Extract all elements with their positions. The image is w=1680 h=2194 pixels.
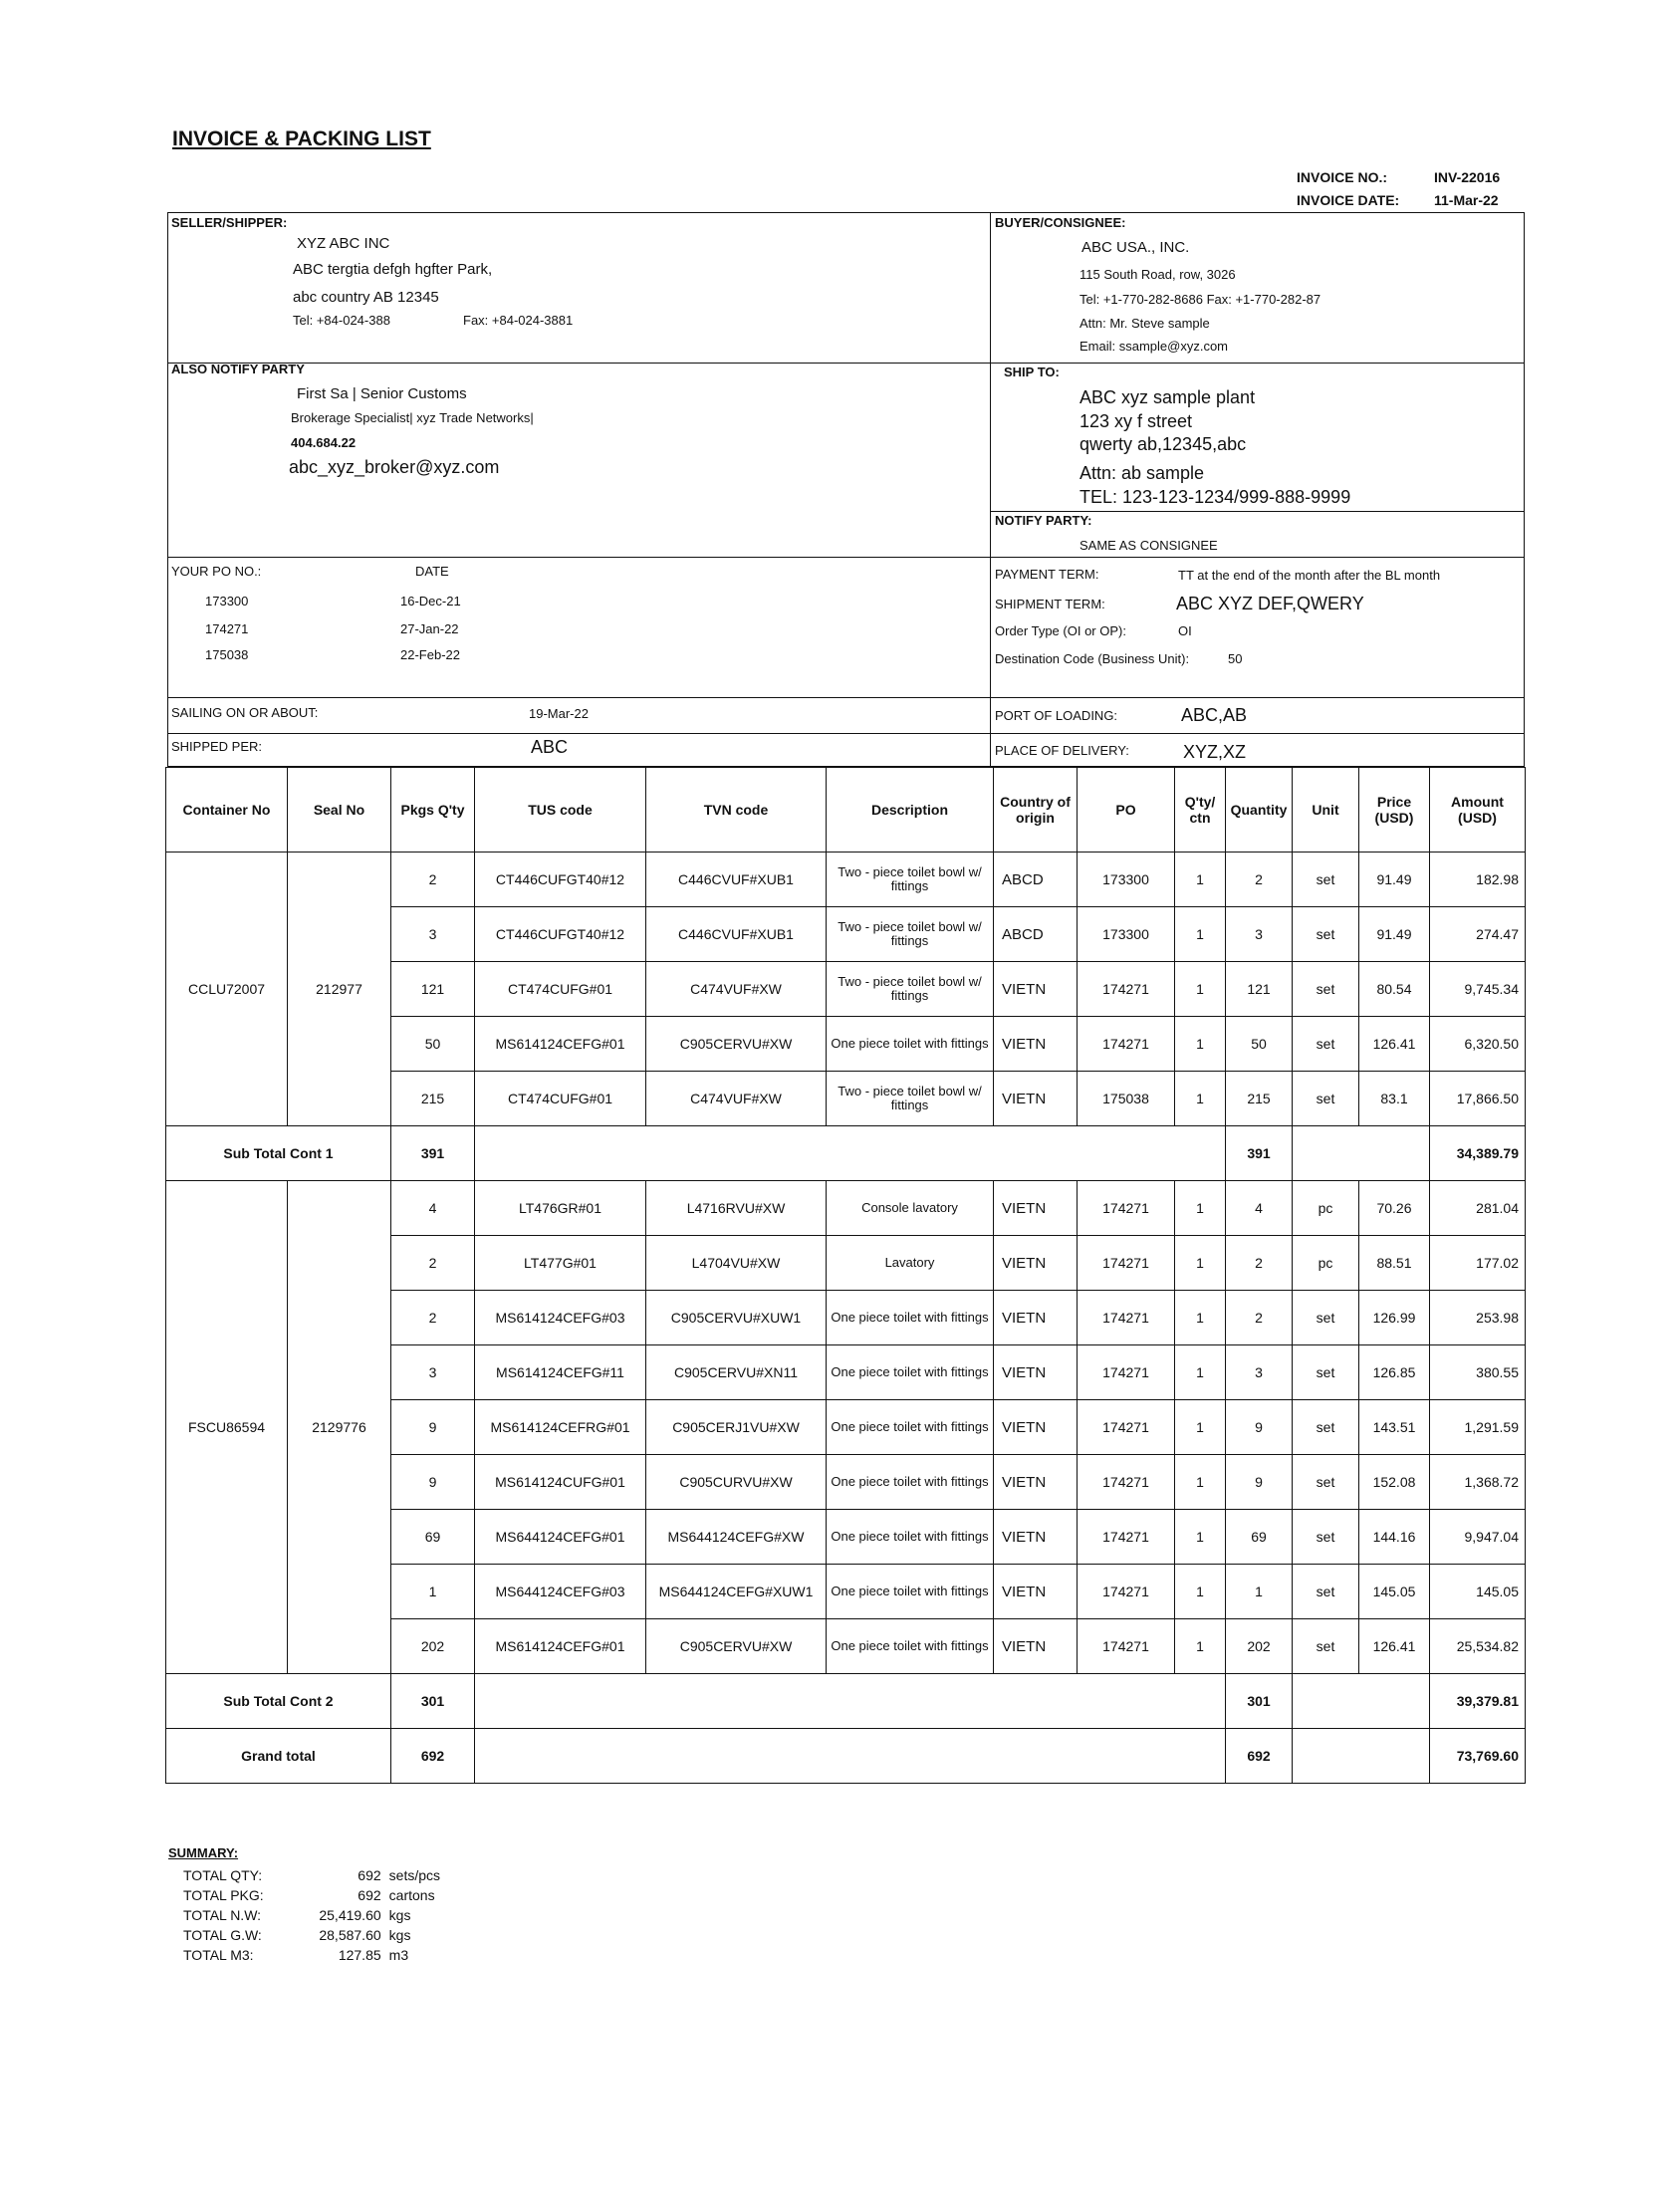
amount-cell: 177.02 xyxy=(1430,1236,1526,1291)
quantity-cell: 1 xyxy=(1226,1565,1293,1619)
notify-line-2: Brokerage Specialist| xyz Trade Networks| xyxy=(291,410,534,425)
amount-cell: 9,745.34 xyxy=(1430,962,1526,1017)
qty-ctn-cell: 1 xyxy=(1175,853,1226,907)
seller-label: SELLER/SHIPPER: xyxy=(171,215,288,230)
unit-cell: set xyxy=(1293,1345,1359,1400)
grand-total-blank xyxy=(475,1729,1226,1784)
notify-party-label: NOTIFY PARTY: xyxy=(995,513,1092,528)
summary-unit-cell: m3 xyxy=(388,1947,409,1963)
price-cell: 126.41 xyxy=(1359,1017,1430,1072)
buyer-attn: Attn: Mr. Steve sample xyxy=(1080,316,1210,331)
origin-cell: ABCD xyxy=(994,907,1078,962)
summary-table xyxy=(179,1865,444,1965)
pkgs-cell: 2 xyxy=(391,1291,475,1345)
price-cell: 88.51 xyxy=(1359,1236,1430,1291)
price-cell: 91.49 xyxy=(1359,907,1430,962)
origin-cell: VIETN xyxy=(994,1017,1078,1072)
tvn-code-cell: C905CERVU#XW xyxy=(646,1017,827,1072)
summary-label-cell: TOTAL N.W: xyxy=(183,1907,262,1923)
tus-code-cell: MS614124CEFG#11 xyxy=(475,1345,646,1400)
qty-ctn-cell: 1 xyxy=(1175,1072,1226,1126)
seller-tel: Tel: +84-024-388 xyxy=(293,313,390,328)
unit-cell: pc xyxy=(1293,1181,1359,1236)
po-no: 175038 xyxy=(205,647,249,662)
subtotal-blank xyxy=(475,1126,1226,1181)
notify-email: abc_xyz_broker@xyz.com xyxy=(289,457,500,477)
tvn-code-cell: C474VUF#XW xyxy=(646,1072,827,1126)
summary-label-cell: TOTAL G.W: xyxy=(183,1927,262,1943)
ship-to-line-1: ABC xyz sample plant xyxy=(1080,387,1256,407)
place-delivery: XYZ,XZ xyxy=(1183,742,1247,762)
description-cell: Lavatory xyxy=(827,1236,994,1291)
notify-party-value: SAME AS CONSIGNEE xyxy=(1080,538,1218,553)
col-seal-no: Seal No xyxy=(288,768,391,853)
shipment-term-label: SHIPMENT TERM: xyxy=(995,597,1105,611)
tvn-code-cell: L4716RVU#XW xyxy=(646,1181,827,1236)
seller-address-2: abc country AB 12345 xyxy=(293,289,439,306)
pkgs-cell: 202 xyxy=(391,1619,475,1674)
po-no: 173300 xyxy=(205,594,249,609)
items-body xyxy=(166,853,1526,1784)
subtotal-amount: 34,389.79 xyxy=(1430,1126,1526,1181)
amount-cell: 17,866.50 xyxy=(1430,1072,1526,1126)
description-cell: One piece toilet with fittings xyxy=(827,1345,994,1400)
col-quantity: Quantity xyxy=(1226,768,1293,853)
summary-unit-cell: kgs xyxy=(388,1907,411,1923)
unit-cell: set xyxy=(1293,1455,1359,1510)
po-cell: 174271 xyxy=(1078,1236,1175,1291)
origin-cell: VIETN xyxy=(994,962,1078,1017)
notify-label: ALSO NOTIFY PARTY xyxy=(171,362,305,376)
origin-cell: VIETN xyxy=(994,1072,1078,1126)
po-cell: 174271 xyxy=(1078,1455,1175,1510)
po-no: 174271 xyxy=(205,621,249,636)
pkgs-cell: 215 xyxy=(391,1072,475,1126)
po-cell: 175038 xyxy=(1078,1072,1175,1126)
pkgs-cell: 4 xyxy=(391,1181,475,1236)
pkgs-cell: 3 xyxy=(391,1345,475,1400)
invoice-no: INV-22016 xyxy=(1434,169,1501,185)
origin-cell: VIETN xyxy=(994,1455,1078,1510)
tvn-code-cell: C905CERVU#XN11 xyxy=(646,1345,827,1400)
container-no-cell: FSCU86594 xyxy=(166,1181,288,1674)
qty-ctn-cell: 1 xyxy=(1175,1565,1226,1619)
po-cell: 174271 xyxy=(1078,1345,1175,1400)
qty-ctn-cell: 1 xyxy=(1175,962,1226,1017)
tvn-code-cell: C905CERJ1VU#XW xyxy=(646,1400,827,1455)
ship-to-label: SHIP TO: xyxy=(1004,365,1060,379)
summary-row xyxy=(179,1905,444,1925)
tus-code-cell: CT474CUFG#01 xyxy=(475,962,646,1017)
price-cell: 126.85 xyxy=(1359,1345,1430,1400)
buyer-tel-fax: Tel: +1-770-282-8686 Fax: +1-770-282-87 xyxy=(1080,292,1321,307)
grand-total-label: Grand total xyxy=(166,1729,391,1784)
subtotal-amount: 39,379.81 xyxy=(1430,1674,1526,1729)
subtotal-row xyxy=(166,1126,1526,1181)
origin-cell: VIETN xyxy=(994,1565,1078,1619)
col-tus-code: TUS code xyxy=(475,768,646,853)
qty-ctn-cell: 1 xyxy=(1175,907,1226,962)
pkgs-cell: 2 xyxy=(391,853,475,907)
subtotal-blank xyxy=(1293,1674,1430,1729)
unit-cell: pc xyxy=(1293,1236,1359,1291)
qty-ctn-cell: 1 xyxy=(1175,1181,1226,1236)
origin-cell: VIETN xyxy=(994,1181,1078,1236)
quantity-cell: 3 xyxy=(1226,907,1293,962)
port-loading: ABC,AB xyxy=(1181,705,1248,725)
amount-cell: 6,320.50 xyxy=(1430,1017,1526,1072)
qty-ctn-cell: 1 xyxy=(1175,1455,1226,1510)
subtotal-pkgs: 391 xyxy=(391,1126,475,1181)
tus-code-cell: CT446CUFGT40#12 xyxy=(475,853,646,907)
po-date: 27-Jan-22 xyxy=(400,621,459,636)
buyer-email: Email: ssample@xyz.com xyxy=(1080,339,1229,354)
seller-address-1: ABC tergtia defgh hgfter Park, xyxy=(293,261,493,278)
amount-cell: 1,368.72 xyxy=(1430,1455,1526,1510)
unit-cell: set xyxy=(1293,1400,1359,1455)
origin-cell: VIETN xyxy=(994,1236,1078,1291)
amount-cell: 253.98 xyxy=(1430,1291,1526,1345)
quantity-cell: 9 xyxy=(1226,1455,1293,1510)
order-type: OI xyxy=(1178,623,1192,638)
qty-ctn-cell: 1 xyxy=(1175,1400,1226,1455)
col-pkgs: Pkgs Q'ty xyxy=(391,768,475,853)
unit-cell: set xyxy=(1293,853,1359,907)
quantity-cell: 2 xyxy=(1226,1291,1293,1345)
qty-ctn-cell: 1 xyxy=(1175,1291,1226,1345)
amount-cell: 274.47 xyxy=(1430,907,1526,962)
ship-to-line-2: 123 xy f street xyxy=(1080,411,1193,431)
container-no-cell: CCLU72007 xyxy=(166,853,288,1126)
col-price: Price (USD) xyxy=(1359,768,1430,853)
shipment-term: ABC XYZ DEF,QWERY xyxy=(1176,594,1364,613)
items-table xyxy=(165,767,1526,1784)
quantity-cell: 2 xyxy=(1226,853,1293,907)
amount-cell: 182.98 xyxy=(1430,853,1526,907)
price-cell: 126.99 xyxy=(1359,1291,1430,1345)
subtotal-label: Sub Total Cont 1 xyxy=(166,1126,391,1181)
col-unit: Unit xyxy=(1293,768,1359,853)
tvn-code-cell: C474VUF#XW xyxy=(646,962,827,1017)
qty-ctn-cell: 1 xyxy=(1175,1345,1226,1400)
pkgs-cell: 50 xyxy=(391,1017,475,1072)
summary-value-cell: 25,419.60 xyxy=(319,1907,381,1923)
origin-cell: ABCD xyxy=(994,853,1078,907)
tus-code-cell: MS614124CEFG#03 xyxy=(475,1291,646,1345)
subtotal-qty: 391 xyxy=(1226,1126,1293,1181)
po-cell: 173300 xyxy=(1078,907,1175,962)
tvn-code-cell: C905CERVU#XW xyxy=(646,1619,827,1674)
order-type-label: Order Type (OI or OP): xyxy=(995,623,1126,638)
table-row xyxy=(166,853,1526,907)
unit-cell: set xyxy=(1293,1619,1359,1674)
summary-row xyxy=(179,1945,444,1965)
invoice-date-label: INVOICE DATE: xyxy=(1297,192,1400,208)
pkgs-cell: 2 xyxy=(391,1236,475,1291)
description-cell: One piece toilet with fittings xyxy=(827,1017,994,1072)
origin-cell: VIETN xyxy=(994,1510,1078,1565)
quantity-cell: 121 xyxy=(1226,962,1293,1017)
subtotal-blank xyxy=(475,1674,1226,1729)
price-cell: 152.08 xyxy=(1359,1455,1430,1510)
amount-cell: 1,291.59 xyxy=(1430,1400,1526,1455)
table-header-row xyxy=(166,768,1526,853)
unit-cell: set xyxy=(1293,1510,1359,1565)
col-container-no: Container No xyxy=(166,768,288,853)
col-description: Description xyxy=(827,768,994,853)
description-cell: One piece toilet with fittings xyxy=(827,1400,994,1455)
unit-cell: set xyxy=(1293,1565,1359,1619)
col-tvn-code: TVN code xyxy=(646,768,827,853)
unit-cell: set xyxy=(1293,907,1359,962)
qty-ctn-cell: 1 xyxy=(1175,1236,1226,1291)
destination-code-label: Destination Code (Business Unit): xyxy=(995,651,1190,666)
quantity-cell: 9 xyxy=(1226,1400,1293,1455)
description-cell: One piece toilet with fittings xyxy=(827,1565,994,1619)
tvn-code-cell: C905CERVU#XUW1 xyxy=(646,1291,827,1345)
tvn-code-cell: C446CVUF#XUB1 xyxy=(646,853,827,907)
summary-label: SUMMARY: xyxy=(168,1845,239,1860)
subtotal-label: Sub Total Cont 2 xyxy=(166,1674,391,1729)
seal-no-cell: 2129776 xyxy=(288,1181,391,1674)
summary-row xyxy=(179,1865,444,1885)
summary-label-cell: TOTAL M3: xyxy=(183,1947,254,1963)
po-cell: 174271 xyxy=(1078,1017,1175,1072)
po-date: 22-Feb-22 xyxy=(400,647,460,662)
grand-total-blank xyxy=(1293,1729,1430,1784)
quantity-cell: 215 xyxy=(1226,1072,1293,1126)
buyer-name: ABC USA., INC. xyxy=(1081,239,1190,256)
po-date-label: DATE xyxy=(415,564,449,579)
seal-no-cell: 212977 xyxy=(288,853,391,1126)
seller-fax: Fax: +84-024-3881 xyxy=(463,313,574,328)
quantity-cell: 50 xyxy=(1226,1017,1293,1072)
seller-name: XYZ ABC INC xyxy=(297,235,390,252)
quantity-cell: 2 xyxy=(1226,1236,1293,1291)
tus-code-cell: MS614124CEFG#01 xyxy=(475,1619,646,1674)
origin-cell: VIETN xyxy=(994,1400,1078,1455)
tvn-code-cell: C446CVUF#XUB1 xyxy=(646,907,827,962)
payment-term: TT at the end of the month after the BL month xyxy=(1178,568,1441,583)
col-country-of-origin: Country of origin xyxy=(994,768,1078,853)
summary-unit-cell: kgs xyxy=(388,1927,411,1943)
tus-code-cell: MS614124CEFG#01 xyxy=(475,1017,646,1072)
tus-code-cell: CT474CUFG#01 xyxy=(475,1072,646,1126)
grand-total-pkgs: 692 xyxy=(391,1729,475,1784)
amount-cell: 145.05 xyxy=(1430,1565,1526,1619)
summary-unit-cell: cartons xyxy=(388,1887,435,1903)
subtotal-pkgs: 301 xyxy=(391,1674,475,1729)
tvn-code-cell: MS644124CEFG#XUW1 xyxy=(646,1565,827,1619)
payment-term-label: PAYMENT TERM: xyxy=(995,567,1099,582)
invoice-date: 11-Mar-22 xyxy=(1434,192,1499,208)
pkgs-cell: 1 xyxy=(391,1565,475,1619)
subtotal-row xyxy=(166,1674,1526,1729)
summary-value-cell: 28,587.60 xyxy=(319,1927,381,1943)
table-row xyxy=(166,1181,1526,1236)
price-cell: 126.41 xyxy=(1359,1619,1430,1674)
po-cell: 174271 xyxy=(1078,1181,1175,1236)
tus-code-cell: MS614124CUFG#01 xyxy=(475,1455,646,1510)
summary-row xyxy=(179,1885,444,1905)
description-cell: Two - piece toilet bowl w/ fittings xyxy=(827,962,994,1017)
amount-cell: 281.04 xyxy=(1430,1181,1526,1236)
quantity-cell: 4 xyxy=(1226,1181,1293,1236)
price-cell: 70.26 xyxy=(1359,1181,1430,1236)
page-title: INVOICE & PACKING LIST xyxy=(172,127,431,150)
pkgs-cell: 121 xyxy=(391,962,475,1017)
qty-ctn-cell: 1 xyxy=(1175,1619,1226,1674)
col-amount: Amount (USD) xyxy=(1430,768,1526,853)
origin-cell: VIETN xyxy=(994,1345,1078,1400)
tus-code-cell: LT477G#01 xyxy=(475,1236,646,1291)
sailing-label: SAILING ON OR ABOUT: xyxy=(171,705,319,720)
ship-to-attn: Attn: ab sample xyxy=(1080,463,1205,483)
grand-total-row xyxy=(166,1729,1526,1784)
shipped-per-label: SHIPPED PER: xyxy=(171,739,263,754)
col-po: PO xyxy=(1078,768,1175,853)
po-cell: 174271 xyxy=(1078,1619,1175,1674)
description-cell: Console lavatory xyxy=(827,1181,994,1236)
description-cell: One piece toilet with fittings xyxy=(827,1291,994,1345)
tvn-code-cell: L4704VU#XW xyxy=(646,1236,827,1291)
origin-cell: VIETN xyxy=(994,1291,1078,1345)
tus-code-cell: MS614124CEFRG#01 xyxy=(475,1400,646,1455)
description-cell: Two - piece toilet bowl w/ fittings xyxy=(827,1072,994,1126)
amount-cell: 25,534.82 xyxy=(1430,1619,1526,1674)
destination-code: 50 xyxy=(1228,651,1243,666)
description-cell: Two - piece toilet bowl w/ fittings xyxy=(827,853,994,907)
description-cell: One piece toilet with fittings xyxy=(827,1510,994,1565)
tus-code-cell: CT446CUFGT40#12 xyxy=(475,907,646,962)
subtotal-blank xyxy=(1293,1126,1430,1181)
description-cell: One piece toilet with fittings xyxy=(827,1455,994,1510)
po-cell: 174271 xyxy=(1078,1565,1175,1619)
tus-code-cell: MS644124CEFG#03 xyxy=(475,1565,646,1619)
buyer-address: 115 South Road, row, 3026 xyxy=(1080,267,1236,282)
qty-ctn-cell: 1 xyxy=(1175,1017,1226,1072)
tvn-code-cell: C905CURVU#XW xyxy=(646,1455,827,1510)
unit-cell: set xyxy=(1293,962,1359,1017)
summary-label-cell: TOTAL QTY: xyxy=(183,1867,263,1883)
amount-cell: 380.55 xyxy=(1430,1345,1526,1400)
summary-label-cell: TOTAL PKG: xyxy=(183,1887,264,1903)
quantity-cell: 202 xyxy=(1226,1619,1293,1674)
price-cell: 91.49 xyxy=(1359,853,1430,907)
po-cell: 174271 xyxy=(1078,1400,1175,1455)
quantity-cell: 69 xyxy=(1226,1510,1293,1565)
price-cell: 80.54 xyxy=(1359,962,1430,1017)
summary-value-cell: 692 xyxy=(358,1887,381,1903)
notify-line-3: 404.684.22 xyxy=(291,435,357,450)
quantity-cell: 3 xyxy=(1226,1345,1293,1400)
place-delivery-label: PLACE OF DELIVERY: xyxy=(995,743,1129,758)
description-cell: One piece toilet with fittings xyxy=(827,1619,994,1674)
po-cell: 173300 xyxy=(1078,853,1175,907)
summary-value-cell: 127.85 xyxy=(338,1947,381,1963)
po-cell: 174271 xyxy=(1078,962,1175,1017)
grand-total-amount: 73,769.60 xyxy=(1430,1729,1526,1784)
summary-row xyxy=(179,1925,444,1945)
origin-cell: VIETN xyxy=(994,1619,1078,1674)
price-cell: 143.51 xyxy=(1359,1400,1430,1455)
price-cell: 83.1 xyxy=(1359,1072,1430,1126)
pkgs-cell: 3 xyxy=(391,907,475,962)
tus-code-cell: MS644124CEFG#01 xyxy=(475,1510,646,1565)
unit-cell: set xyxy=(1293,1291,1359,1345)
notify-line-1: First Sa | Senior Customs xyxy=(297,385,467,402)
sailing-date: 19-Mar-22 xyxy=(529,706,589,721)
qty-ctn-cell: 1 xyxy=(1175,1510,1226,1565)
pkgs-cell: 69 xyxy=(391,1510,475,1565)
buyer-label: BUYER/CONSIGNEE: xyxy=(995,215,1126,230)
grand-total-qty: 692 xyxy=(1226,1729,1293,1784)
summary-unit-cell: sets/pcs xyxy=(388,1867,441,1883)
col-qty-ctn: Q'ty/ ctn xyxy=(1175,768,1226,853)
subtotal-qty: 301 xyxy=(1226,1674,1293,1729)
pkgs-cell: 9 xyxy=(391,1455,475,1510)
invoice-no-label: INVOICE NO.: xyxy=(1297,169,1388,185)
ship-to-line-3: qwerty ab,12345,abc xyxy=(1080,434,1247,454)
po-date: 16-Dec-21 xyxy=(400,594,461,609)
port-loading-label: PORT OF LOADING: xyxy=(995,708,1118,723)
unit-cell: set xyxy=(1293,1017,1359,1072)
po-label: YOUR PO NO.: xyxy=(171,564,262,579)
tus-code-cell: LT476GR#01 xyxy=(475,1181,646,1236)
description-cell: Two - piece toilet bowl w/ fittings xyxy=(827,907,994,962)
price-cell: 145.05 xyxy=(1359,1565,1430,1619)
summary-value-cell: 692 xyxy=(358,1867,381,1883)
po-cell: 174271 xyxy=(1078,1510,1175,1565)
price-cell: 144.16 xyxy=(1359,1510,1430,1565)
ship-to-tel: TEL: 123-123-1234/999-888-9999 xyxy=(1080,487,1351,507)
po-cell: 174271 xyxy=(1078,1291,1175,1345)
amount-cell: 9,947.04 xyxy=(1430,1510,1526,1565)
tvn-code-cell: MS644124CEFG#XW xyxy=(646,1510,827,1565)
unit-cell: set xyxy=(1293,1072,1359,1126)
pkgs-cell: 9 xyxy=(391,1400,475,1455)
shipped-per: ABC xyxy=(531,737,569,757)
